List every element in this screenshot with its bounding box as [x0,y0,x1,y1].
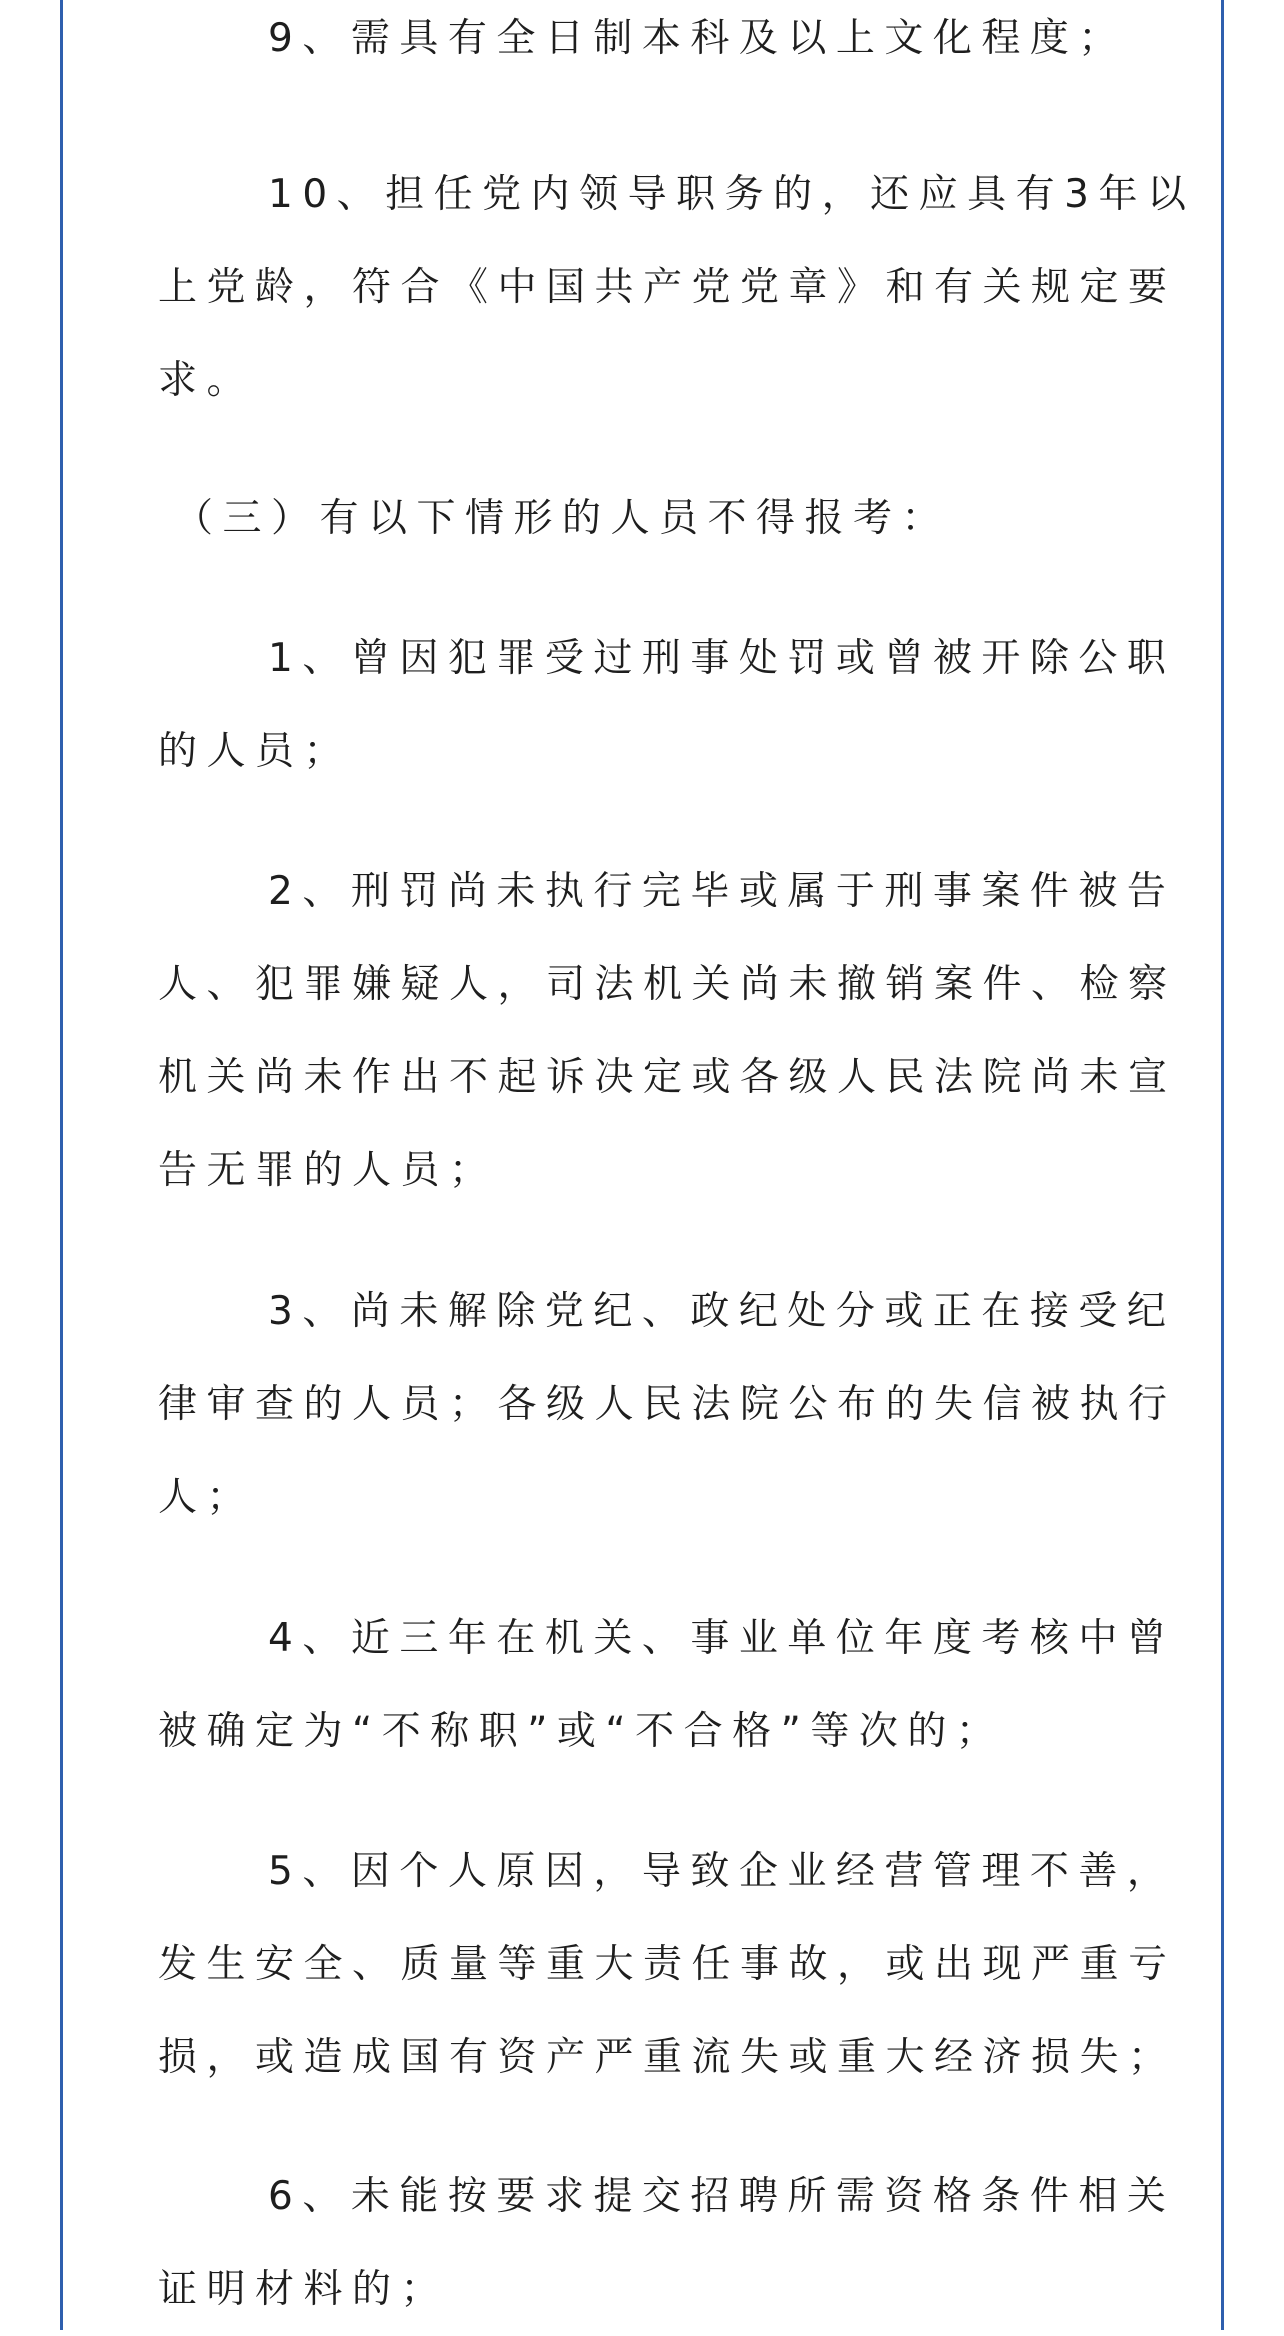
paragraph-exclusion-2 [158,845,1177,1217]
paragraph-exclusion-3 [158,1265,1177,1544]
text-line: 5、因个人原因，导致企业经营管理不善， [268,1849,1176,1894]
text-line: 9、需具有全日制本科及以上文化程度； [268,16,1127,61]
text-line: 6、未能按要求提交招聘所需资格条件相关 [268,2174,1176,2219]
left-border [60,0,63,2330]
paragraph-exclusion-1 [158,612,1176,798]
text-line: 4、近三年在机关、事业单位年度考核中曾 [268,1616,1176,1661]
right-border [1221,0,1224,2330]
paragraph-item-10 [158,148,1196,427]
text-line: 证明材料的； [158,2267,450,2312]
text-line: 机关尚未作出不起诉决定或各级人民法院尚未宣 [158,1055,1177,1100]
text-line: 2、刑罚尚未执行完毕或属于刑事案件被告 [268,869,1176,914]
text-line: 的人员； [158,729,353,774]
text-line: 律审查的人员；各级人民法院公布的失信被执行 [158,1382,1177,1427]
paragraph-exclusion-4 [158,1592,1176,1778]
text-line: （三）有以下情形的人员不得报考： [174,496,951,541]
text-line: 求。 [158,358,256,403]
text-line: 损，或造成国有资产严重流失或重大经济损失； [158,2035,1177,2080]
text-line: 人； [158,1475,256,1520]
paragraph-exclusion-5 [158,1825,1177,2104]
text-line: 被确定为“不称职”或“不合格”等次的； [158,1709,1005,1754]
text-line: 10、担任党内领导职务的，还应具有3年以 [268,172,1196,217]
text-line: 告无罪的人员； [158,1148,498,1193]
text-line: 1、曾因犯罪受过刑事处罚或曾被开除公职 [268,636,1176,681]
paragraph-item-9 [158,0,1127,85]
text-line: 3、尚未解除党纪、政纪处分或正在接受纪 [268,1289,1176,1334]
paragraph-exclusion-6 [158,2150,1176,2336]
text-line: 人、犯罪嫌疑人，司法机关尚未撤销案件、检察 [158,962,1177,1007]
section-heading-3 [158,472,1108,565]
text-line: 发生安全、质量等重大责任事故，或出现严重亏 [158,1942,1177,1987]
text-line: 上党龄，符合《中国共产党党章》和有关规定要 [158,265,1177,310]
